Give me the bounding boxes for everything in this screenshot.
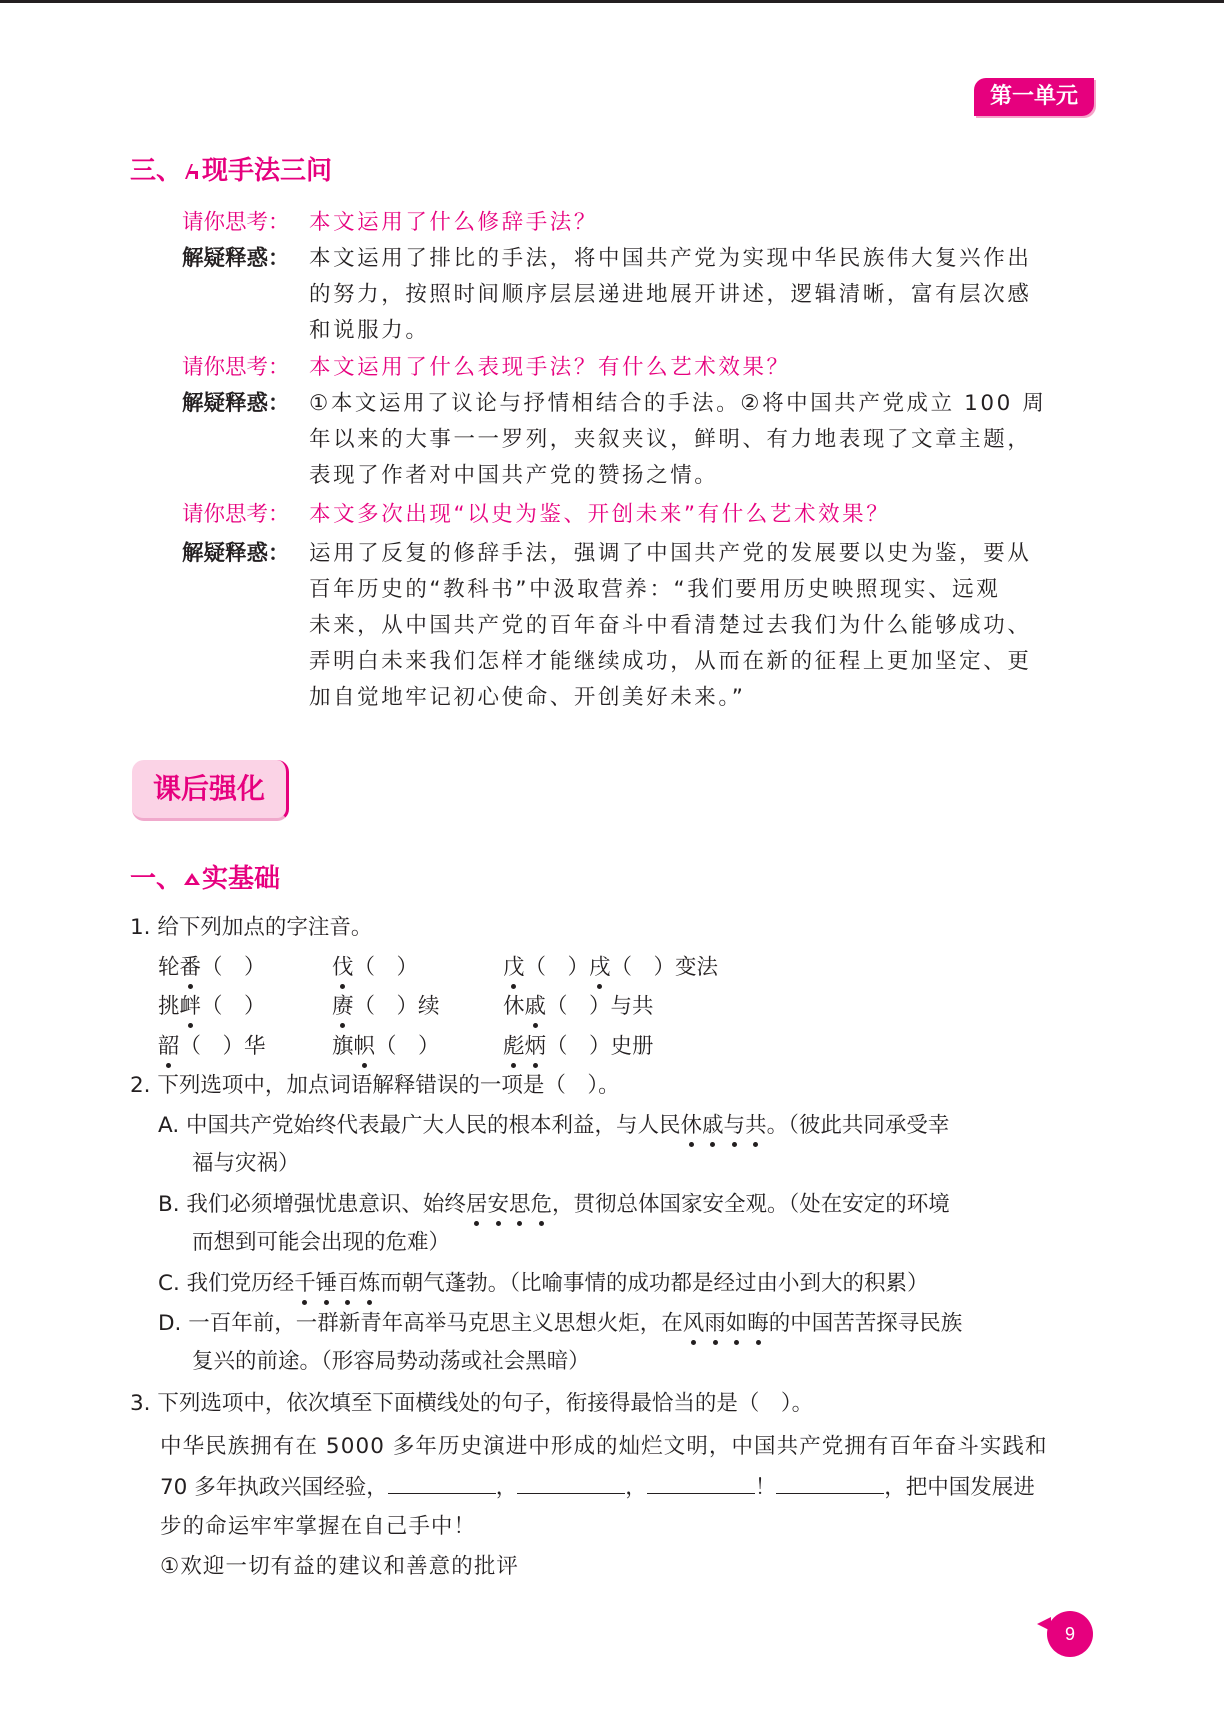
fill-blank[interactable] (647, 1475, 755, 1494)
think-question: 本文运用了什么表现手法？有什么艺术效果？ (309, 355, 791, 380)
option-d: D. 一百年前，一群新青年高举马克思主义思想火炬，在风雨如晦的中国苦苦探寻民族 (158, 1306, 962, 1337)
answer-line: 加自觉地牢记初心使命、开创美好未来。” (309, 685, 746, 710)
dotted-char: 伐 (332, 950, 354, 981)
heading-prefix: 一、 (130, 864, 183, 894)
answer-label: 解疑释惑： (182, 541, 290, 566)
section-heading-1 (130, 858, 280, 895)
answer-label: 解疑释惑： (182, 246, 290, 271)
dotted-word (294, 1271, 380, 1296)
think-label: 请你思考： (182, 502, 290, 527)
dotted-char: 安 (487, 1187, 509, 1218)
answer-line: 表现了作者对中国共产党的赞扬之情。 (309, 463, 719, 488)
dotted-word (683, 1311, 769, 1336)
pinyin-item: 伐（ ） (332, 950, 418, 981)
dotted-char: 炼 (359, 1266, 381, 1297)
pinyin-item: 韶（ ）华 (158, 1029, 266, 1060)
answer-line: 本文运用了排比的手法，将中国共产党为实现中华民族伟大复兴作出 (309, 246, 1032, 271)
answer-line: 百年历史的“教科书”中汲取营养：“我们要用历史映照现实、远观 (309, 577, 1001, 602)
after-class-badge: 课后强化 (132, 760, 289, 821)
dotted-char: 韶 (158, 1029, 180, 1060)
passage-line: 70 多年执政兴国经验， ， ， ！ ，把中国发展进 (160, 1475, 1035, 1500)
dotted-char: 如 (726, 1306, 748, 1337)
pinyin-item: 旗帜（ ） (332, 1029, 440, 1060)
question-stem: 2. 下列选项中，加点词语解释错误的一项是（ ）。 (130, 1073, 620, 1098)
pinyin-item: 戊（ ）戌（ ）变法 (503, 950, 718, 981)
answer-line: 年以来的大事一一罗列，夹叙夹议，鲜明、有力地表现了文章主题， (309, 427, 1032, 452)
option-b-cont: 而想到可能会出现的危难） (192, 1230, 451, 1255)
answer-line: 和说服力。 (309, 318, 430, 343)
dotted-char: 彪 (503, 1029, 525, 1060)
passage-line: 步的命运牢牢掌握在自己手中！ (160, 1514, 477, 1539)
dotted-char: 百 (337, 1266, 359, 1297)
question-stem: 3. 下列选项中，依次填至下面横线处的句子，衔接得最恰当的是（ ）。 (130, 1391, 814, 1416)
option-a: A. 中国共产党始终代表最广大人民的根本利益，与人民休戚与共。（彼此共同承受幸 (158, 1108, 949, 1139)
heading-text: 实基础 (202, 864, 281, 894)
unit-tab: 第一单元 (974, 78, 1094, 116)
dotted-char: 共 (745, 1108, 767, 1139)
option-d-cont: 复兴的前途。（形容局势动荡或社会黑暗） (192, 1349, 590, 1374)
dotted-word (466, 1192, 552, 1217)
fill-blank[interactable] (776, 1475, 884, 1494)
dotted-char: 番 (180, 950, 202, 981)
dotted-char: 休 (681, 1108, 703, 1139)
pinyin-item: 轮番（ ） (158, 950, 266, 981)
option-b: B. 我们必须增强忧患意识、始终居安思危，贯彻总体国家安全观。（处在安定的环境 (158, 1187, 950, 1218)
dotted-char: 居 (466, 1187, 488, 1218)
think-question: 本文多次出现“以史为鉴、开创未来”有什么艺术效果？ (309, 502, 891, 527)
dotted-char: 锤 (316, 1266, 338, 1297)
page-number: 9 (1047, 1611, 1093, 1657)
pinyin-item: 休戚（ ）与共 (503, 989, 654, 1020)
dotted-char: 戌 (589, 950, 611, 981)
dotted-char: 炳 (525, 1029, 547, 1060)
think-label: 请你思考： (182, 210, 290, 235)
answer-line: 未来，从中国共产党的百年奋斗中看清楚过去我们为什么能够成功、 (309, 613, 1032, 638)
dotted-word (681, 1113, 767, 1138)
passage-line: 中华民族拥有在 5000 多年历史演进中形成的灿烂文明，中国共产党拥有百年奋斗实践和 (160, 1434, 1048, 1459)
dotted-char: 与 (724, 1108, 746, 1139)
obscured-glyph-icon (182, 869, 202, 889)
think-label: 请你思考： (182, 355, 290, 380)
obscured-glyph-icon (182, 161, 202, 181)
dotted-char: 风 (683, 1306, 705, 1337)
answer-line: ①本文运用了议论与抒情相结合的手法。②将中国共产党成立 100 周 (309, 391, 1047, 416)
option-c: C. 我们党历经千锤百炼而朝气蓬勃。（比喻事情的成功都是经过由小到大的积累） (158, 1266, 929, 1297)
dotted-char: 戚 (525, 989, 547, 1020)
answer-option: ①欢迎一切有益的建议和善意的批评 (160, 1554, 519, 1579)
answer-line: 运用了反复的修辞手法，强调了中国共产党的发展要以史为鉴，要从 (309, 541, 1032, 566)
dotted-char: 雨 (704, 1306, 726, 1337)
heading-text: 现手法三问 (202, 156, 333, 186)
dotted-char: 危 (530, 1187, 552, 1218)
think-question: 本文运用了什么修辞手法？ (309, 210, 598, 235)
dotted-char: 赓 (332, 989, 354, 1020)
dotted-char: 思 (509, 1187, 531, 1218)
top-border (0, 0, 1224, 3)
dotted-char: 晦 (747, 1306, 769, 1337)
dotted-char: 帜 (354, 1029, 376, 1060)
answer-line: 的努力，按照时间顺序层层递进地展开讲述，逻辑清晰，富有层次感 (309, 282, 1032, 307)
answer-line: 弄明白未来我们怎样才能继续成功，从而在新的征程上更加坚定、更 (309, 649, 1032, 674)
question-stem: 1. 给下列加点的字注音。 (130, 915, 373, 940)
pinyin-item: 彪炳（ ）史册 (503, 1029, 654, 1060)
answer-label: 解疑释惑： (182, 391, 290, 416)
pinyin-item: 挑衅（ ） (158, 989, 266, 1020)
fill-blank[interactable] (517, 1475, 625, 1494)
dotted-char: 千 (294, 1266, 316, 1297)
section-heading-3 (130, 150, 332, 187)
dotted-char: 戚 (702, 1108, 724, 1139)
dotted-char: 衅 (180, 989, 202, 1020)
pinyin-item: 赓（ ）续 (332, 989, 440, 1020)
dotted-char: 戊 (503, 950, 525, 981)
fill-blank[interactable] (388, 1475, 496, 1494)
heading-prefix: 三、 (130, 156, 183, 186)
option-a-cont: 福与灾祸） (192, 1151, 300, 1176)
